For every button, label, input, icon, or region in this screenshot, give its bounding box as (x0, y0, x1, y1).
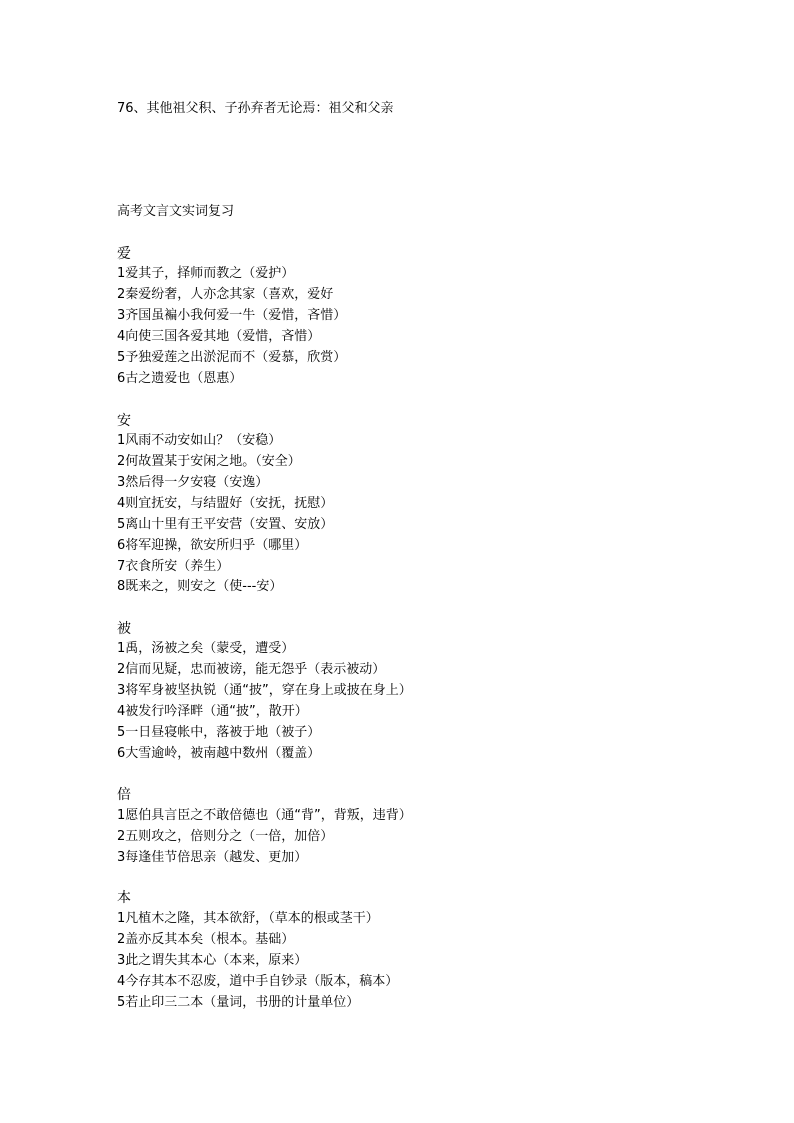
list-item: 2信而见疑，忠而被谤，能无怨乎（表示被动） (117, 662, 386, 677)
list-item: 4则宜抚安，与结盟好（安抚，抚慰） (117, 496, 334, 511)
list-item: 4被发行吟泽畔（通“披”，散开） (117, 704, 308, 719)
doc-title: 高考文言文实词复习 (117, 204, 235, 219)
list-item: 4向使三国各爱其地（爱惜，吝惜） (117, 329, 321, 344)
list-item: 2盖亦反其本矣（根本。基础） (117, 932, 295, 947)
section-heading-bei: 被 (117, 621, 131, 637)
list-item: 6将军迎操，欲安所归乎（哪里） (117, 538, 308, 553)
list-item: 1愿伯具言臣之不敢倍德也（通“背”，背叛，违背） (117, 808, 412, 823)
list-item: 3然后得一夕安寝（安逸） (117, 475, 269, 490)
section-heading-bei4: 倍 (117, 787, 131, 803)
list-item: 3齐国虽褊小我何爱一牛（爱惜，吝惜） (117, 308, 347, 323)
list-item: 2何故置某于安闲之地。（安全） (117, 454, 301, 469)
list-item: 6大雪逾岭，被南越中数州（覆盖） (117, 746, 321, 761)
list-item: 5离山十里有王平安营（安置、安放） (117, 517, 334, 532)
list-item: 5若止印三二本（量词，书册的计量单位） (117, 995, 360, 1010)
list-item: 8既来之，则安之（使---安） (117, 579, 283, 594)
section-heading-ben: 本 (117, 890, 131, 906)
list-item: 3此之谓失其本心（本来，原来） (117, 953, 308, 968)
section-heading-an: 安 (117, 413, 131, 429)
list-item: 1凡植木之隆，其本欲舒，（草本的根或茎干） (117, 911, 379, 926)
list-item: 7衣食所安（养生） (117, 559, 230, 574)
list-item: 5予独爱莲之出淤泥而不（爱慕，欣赏） (117, 350, 347, 365)
list-item: 2秦爱纷奢，人亦念其家（喜欢，爱好 (117, 287, 334, 302)
list-item: 1禹，汤被之矣（蒙受，遭受） (117, 641, 295, 656)
list-item: 1风雨不动安如山？（安稳） (117, 433, 282, 448)
list-item: 6古之遗爱也（恩惠） (117, 371, 243, 386)
intro-line: 76、其他祖父积、子孙弃者无论焉：祖父和父亲 (117, 101, 394, 116)
list-item: 1爱其子，择师而教之（爱护） (117, 266, 295, 281)
section-heading-ai: 爱 (117, 246, 131, 262)
list-item: 3将军身被坚执锐（通“披”，穿在身上或披在身上） (117, 683, 412, 698)
list-item: 3每逢佳节倍思亲（越发、更加） (117, 850, 308, 865)
list-item: 5一日昼寝帐中，落被于地（被子） (117, 725, 321, 740)
list-item: 2五则攻之，倍则分之（一倍，加倍） (117, 829, 334, 844)
list-item: 4今存其本不忍废，道中手自钞录（版本，稿本） (117, 974, 399, 989)
